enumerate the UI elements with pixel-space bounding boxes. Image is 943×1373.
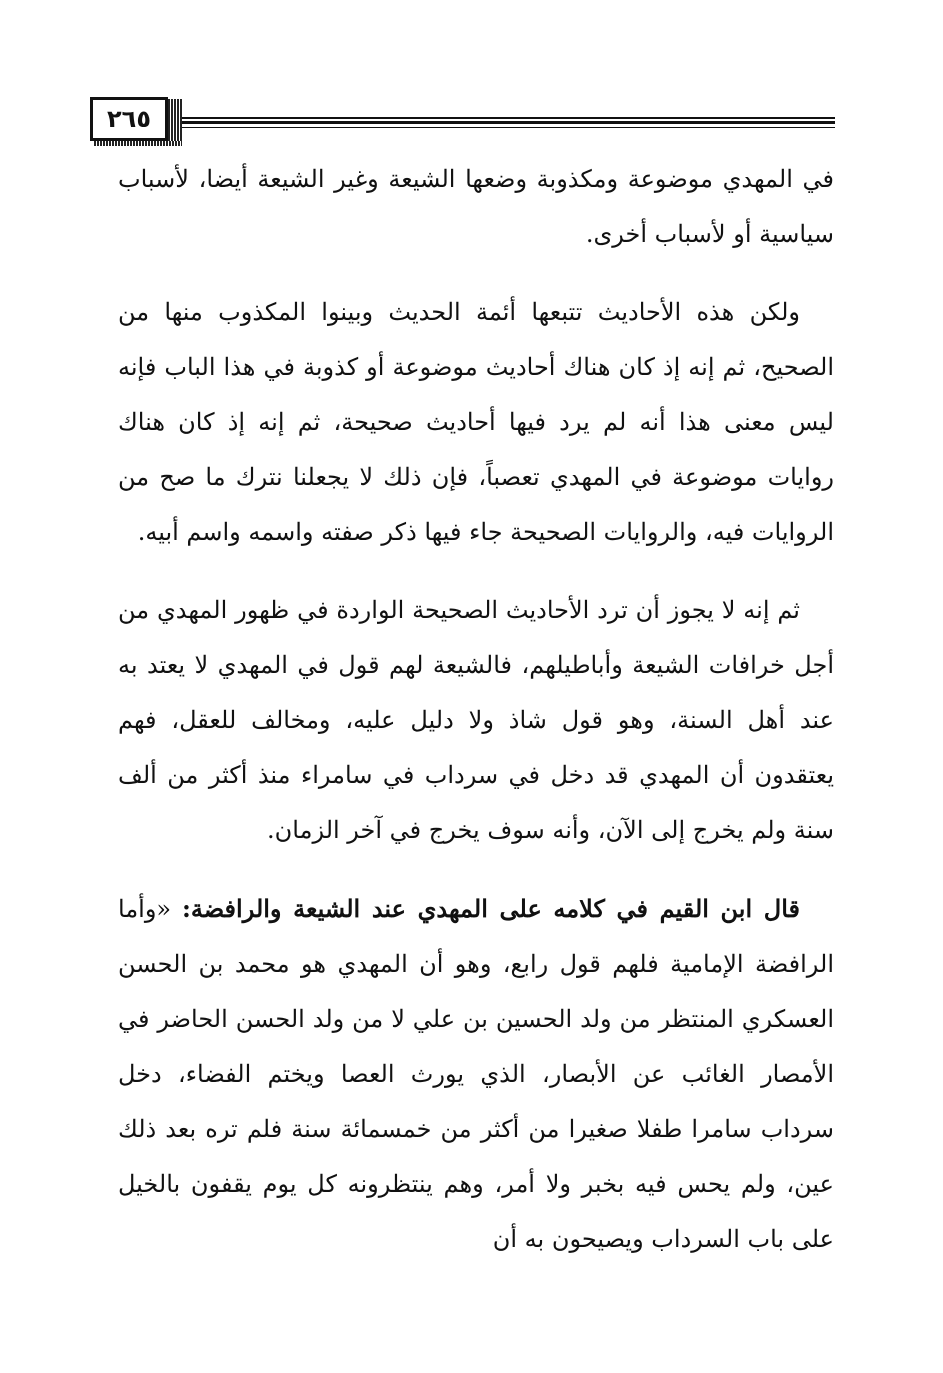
header-rule-middle <box>182 121 835 124</box>
paragraph-continuation: في المهدي موضوعة ومكذوبة وضعها الشيعة وغير الشيعة أيضا، لأسباب سياسية أو لأسباب أخرى. <box>118 165 834 248</box>
paragraph-shia-belief: ثم إنه لا يجوز أن ترد الأحاديث الصحيحة الواردة في ظهور المهدي من أجل خرافات الشيعة وأباطيلهم، فالشيعة لهم قول في المهدي لا يعتد به عند أهل السنة، وهو قول شاذ ولا دليل عليه، ومخالف للعقل، فهم يعتقدون أن المهدي قد دخل في سرداب في سامراء منذ أكثر من ألف سنة ولم يخرج إلى الآن، وأنه سوف يخرج في آخر الزمان. <box>118 596 834 844</box>
paragraph-hadith-verification: ولكن هذه الأحاديث تتبعها أئمة الحديث وبينوا المكذوب منها من الصحيح، ثم إنه إذ كان هناك أحاديث موضوعة أو كذوبة في هذا الباب فإنه ليس معنى هذا أنه لم يرد فيها أحاديث صحيحة، ثم إنه إذ كان هناك روايات موضوعة في المهدي تعصباً، فإن ذلك لا يجعلنا نترك ما صح من الروايات فيه، والروايات الصحيحة جاء فيها ذكر صفته واسمه واسم أبيه. <box>118 298 835 546</box>
quote-lead-in: قال ابن القيم في كلامه على المهدي عند الشيعة والرافضة: <box>182 894 800 923</box>
page-number-shadow-bottom <box>94 141 182 146</box>
header-rule-bottom <box>182 127 835 128</box>
page-header <box>90 97 835 147</box>
quote-text: «وأما الرافضة الإمامية فلهم قول رابع، وهو أن المهدي هو محمد بن الحسن العسكري المنتظر من ولد الحسين بن علي لا من ولد الحسن الحاضر في الأمصار الغائب عن الأبصار، الذي يورث العصا ويختم الفضاء، دخل سرداب سامرا طفلا صغيرا من أكثر من خمسمائة سنة فلم تره بعد ذلك عين، ولم يحس فيه بخبر ولا أمر، وهم ينتظرونه كل يوم يقفون بالخيل على باب السرداب ويصيحون به أن <box>118 895 834 1253</box>
paragraph-ibn-qayyim-quote <box>118 881 834 1267</box>
page-number-shadow <box>168 99 182 143</box>
page-body <box>118 152 834 1290</box>
page-number: ٢٦٥ <box>90 97 168 141</box>
header-rule-top <box>182 117 835 119</box>
